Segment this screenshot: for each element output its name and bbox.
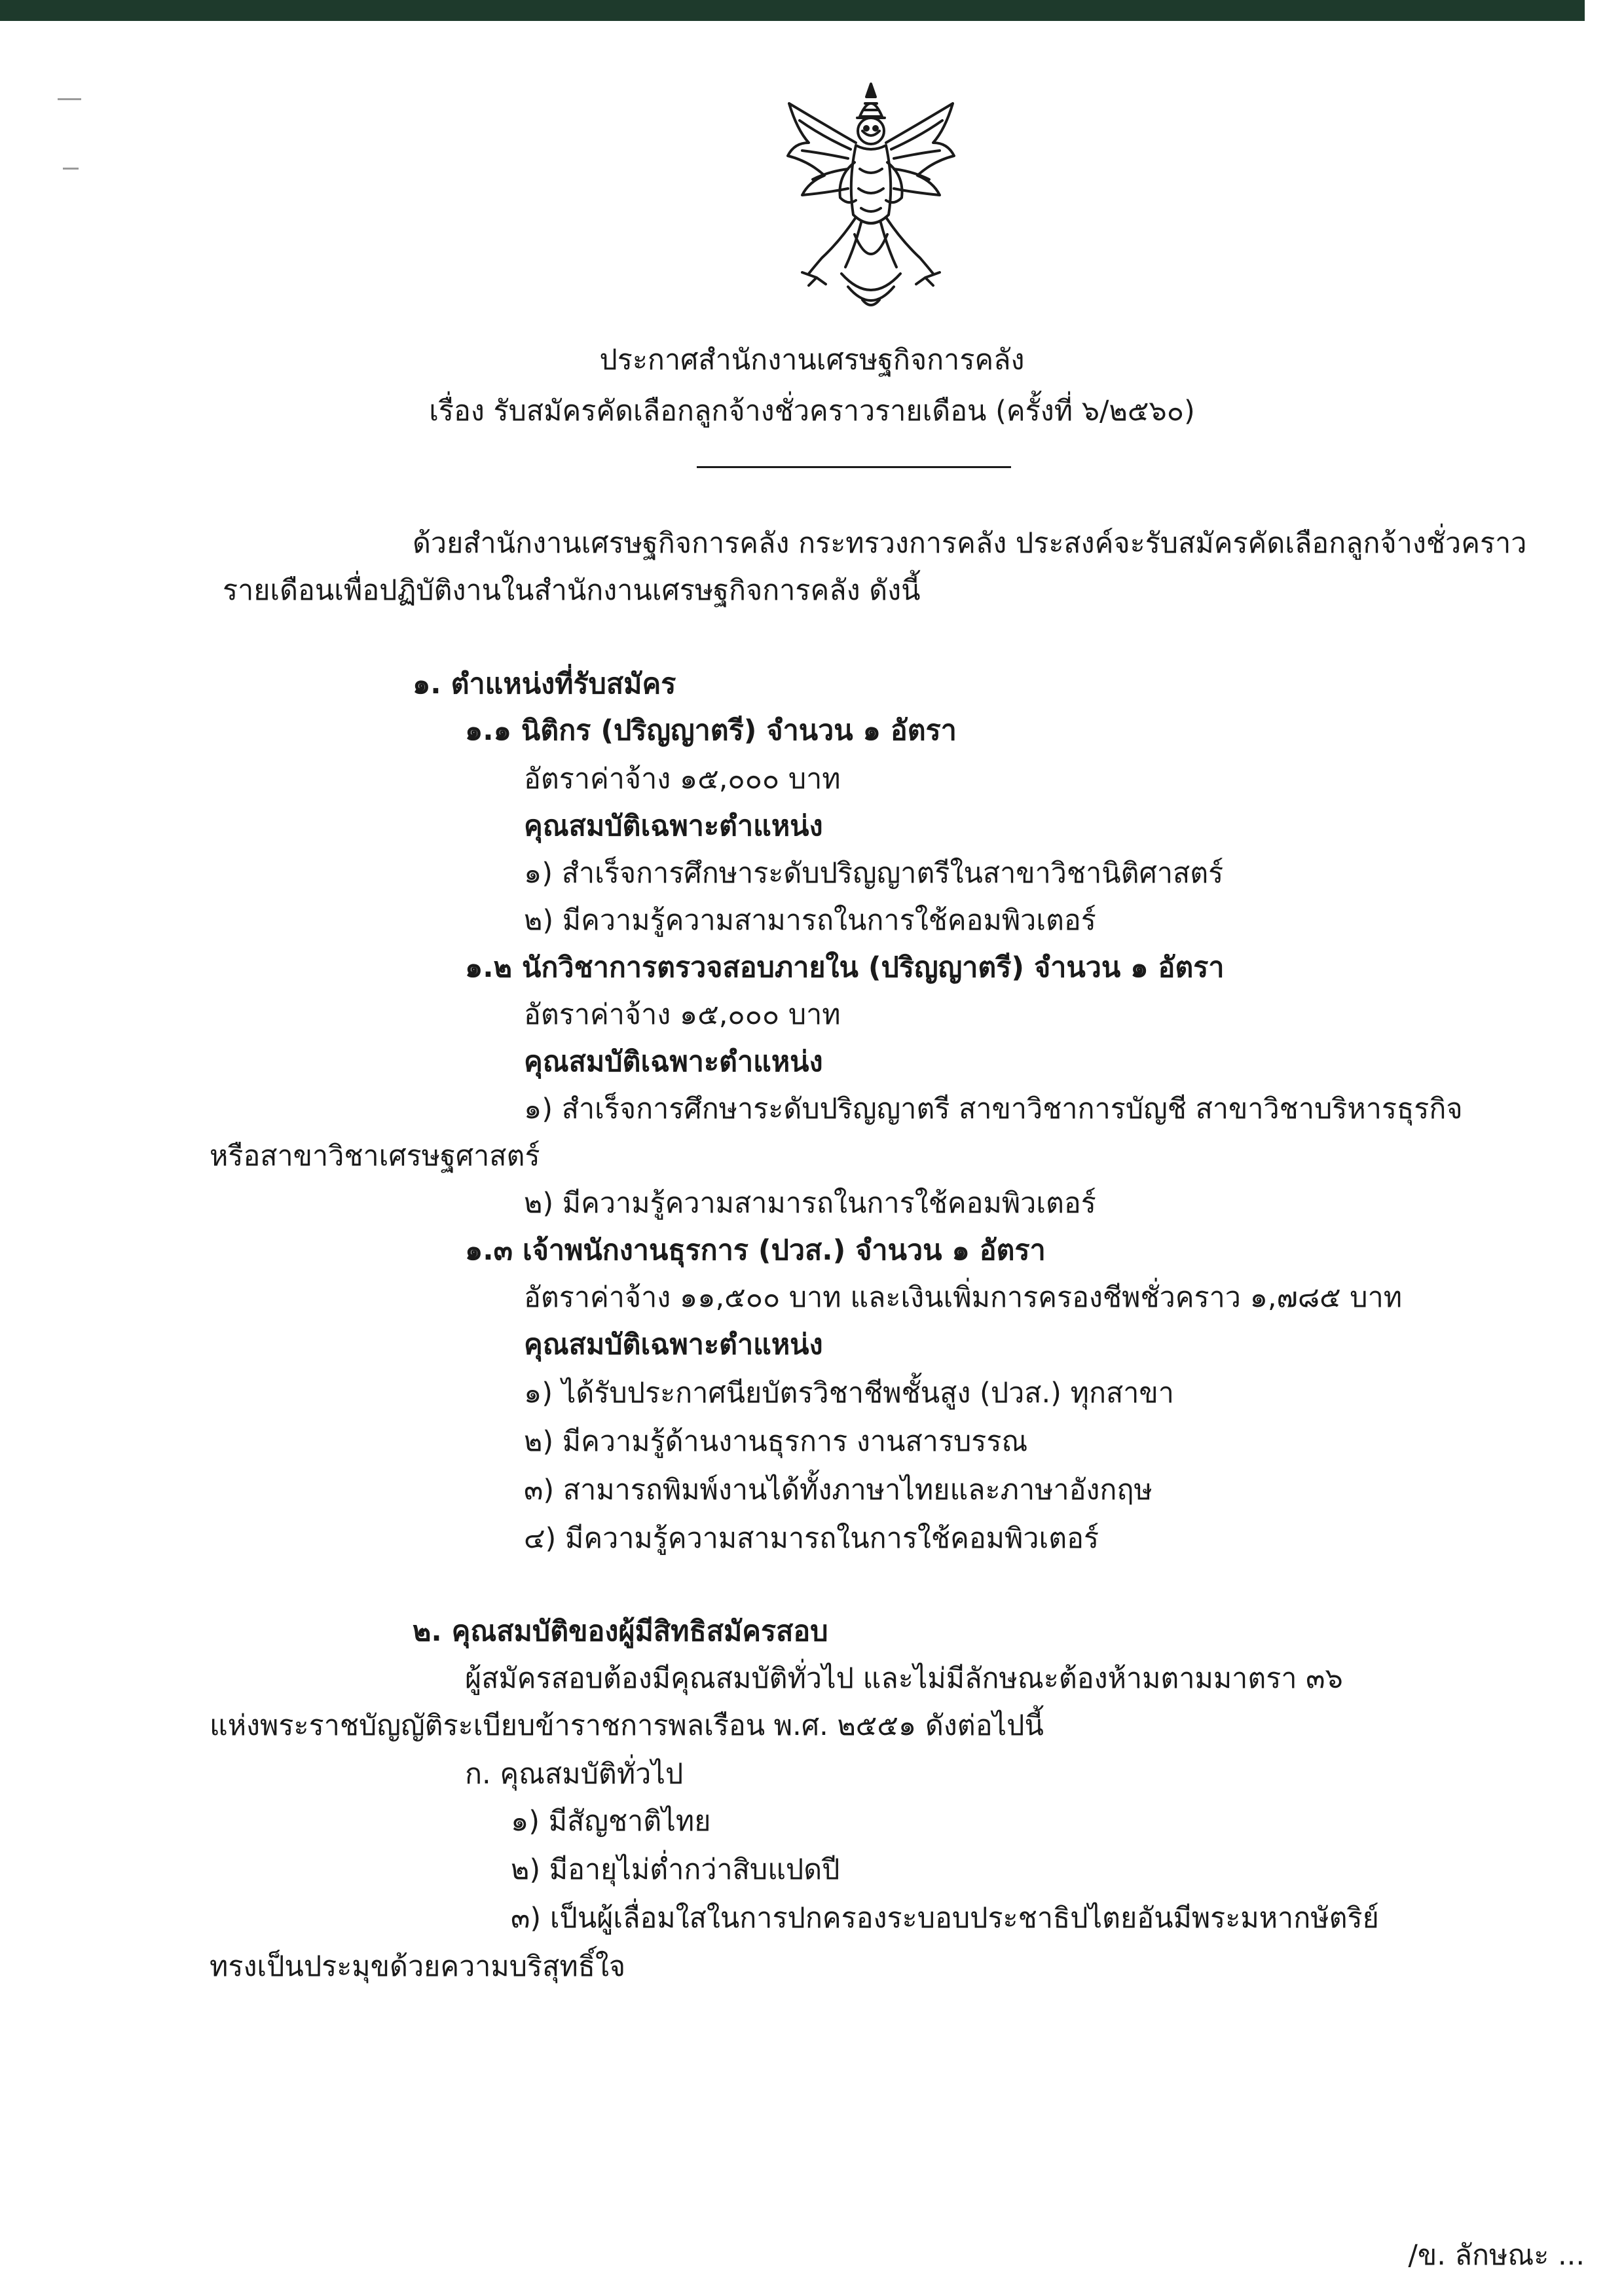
qualification-heading: คุณสมบัติเฉพาะตำแหน่ง — [524, 1046, 823, 1078]
general-qualification-item: ๒) มีอายุไม่ต่ำกว่าสิบแปดปี — [511, 1853, 840, 1886]
scan-speck — [58, 98, 81, 100]
section-paragraph: แห่งพระราชบัญญัติระเบียบข้าราชการพลเรือน พ.ศ. ๒๕๕๑ ดังต่อไปนี้ — [210, 1709, 1044, 1742]
position-title: ๑.๓ เจ้าพนักงานธุรการ (ปวส.) จำนวน ๑ อัตรา — [465, 1234, 1046, 1267]
sub-heading: ก. คุณสมบัติทั่วไป — [465, 1758, 684, 1791]
intro-line: รายเดือนเพื่อปฏิบัติงานในสำนักงานเศรษฐกิจการคลัง ดังนี้ — [223, 574, 921, 607]
general-qualification-item: ๑) มีสัญชาติไทย — [511, 1805, 711, 1838]
qualification-heading: คุณสมบัติเฉพาะตำแหน่ง — [524, 810, 823, 843]
qualification-heading: คุณสมบัติเฉพาะตำแหน่ง — [524, 1328, 823, 1361]
announcement-subject: เรื่อง รับสมัครคัดเลือกลูกจ้างชั่วคราวรายเดือน (ครั้งที่ ๖/๒๕๖๐) — [429, 395, 1195, 428]
qualification-item: ๑) สำเร็จการศึกษาระดับปริญญาตรี สาขาวิชาการบัญชี สาขาวิชาบริหารธุรกิจ — [524, 1093, 1463, 1125]
general-qualification-continuation: ทรงเป็นประมุขด้วยความบริสุทธิ์ใจ — [210, 1950, 626, 1983]
qualification-item-continuation: หรือสาขาวิชาเศรษฐศาสตร์ — [210, 1140, 540, 1173]
section-heading: ๒. คุณสมบัติของผู้มีสิทธิสมัครสอบ — [413, 1615, 828, 1648]
qualification-item: ๒) มีความรู้ความสามารถในการใช้คอมพิวเตอร์ — [524, 904, 1096, 937]
qualification-item: ๓) สามารถพิมพ์งานได้ทั้งภาษาไทยและภาษาอังกฤษ — [524, 1474, 1153, 1506]
position-wage: อัตราค่าจ้าง ๑๕,๐๐๐ บาท — [524, 763, 841, 795]
position-title: ๑.๒ นักวิชาการตรวจสอบภายใน (ปริญญาตรี) จำนวน ๑ อัตรา — [465, 951, 1225, 984]
scan-speck — [63, 168, 79, 170]
qualification-item: ๔) มีความรู้ความสามารถในการใช้คอมพิวเตอร์ — [524, 1522, 1099, 1555]
section-paragraph: ผู้สมัครสอบต้องมีคุณสมบัติทั่วไป และไม่มีลักษณะต้องห้ามตามมาตรา ๓๖ — [465, 1662, 1343, 1695]
announcement-title: ประกาศสำนักงานเศรษฐกิจการคลัง — [599, 344, 1025, 376]
page-continuation-marker: /ข. ลักษณะ ... — [1408, 2239, 1585, 2272]
section-heading: ๑. ตำแหน่งที่รับสมัคร — [413, 668, 676, 701]
position-wage: อัตราค่าจ้าง ๑๑,๕๐๐ บาท และเงินเพิ่มการครองชีพชั่วคราว ๑,๗๘๕ บาท — [524, 1281, 1403, 1314]
intro-line: ด้วยสำนักงานเศรษฐกิจการคลัง กระทรวงการคลัง ประสงค์จะรับสมัครคัดเลือกลูกจ้างชั่วคราว — [413, 527, 1527, 560]
position-title: ๑.๑ นิติกร (ปริญญาตรี) จำนวน ๑ อัตรา — [465, 714, 957, 747]
garuda-emblem-icon — [783, 77, 959, 319]
qualification-item: ๒) มีความรู้ด้านงานธุรการ งานสารบรรณ — [524, 1425, 1028, 1458]
title-underline — [697, 466, 1011, 468]
scan-top-edge — [0, 0, 1585, 21]
general-qualification-item: ๓) เป็นผู้เลื่อมใสในการปกครองระบอบประชาธิปไตยอันมีพระมหากษัตริย์ — [511, 1902, 1379, 1935]
position-wage: อัตราค่าจ้าง ๑๕,๐๐๐ บาท — [524, 998, 841, 1031]
qualification-item: ๑) ได้รับประกาศนียบัตรวิชาชีพชั้นสูง (ปวส.) ทุกสาขา — [524, 1377, 1174, 1410]
qualification-item: ๑) สำเร็จการศึกษาระดับปริญญาตรีในสาขาวิชานิติศาสตร์ — [524, 857, 1224, 890]
qualification-item: ๒) มีความรู้ความสามารถในการใช้คอมพิวเตอร์ — [524, 1187, 1096, 1220]
